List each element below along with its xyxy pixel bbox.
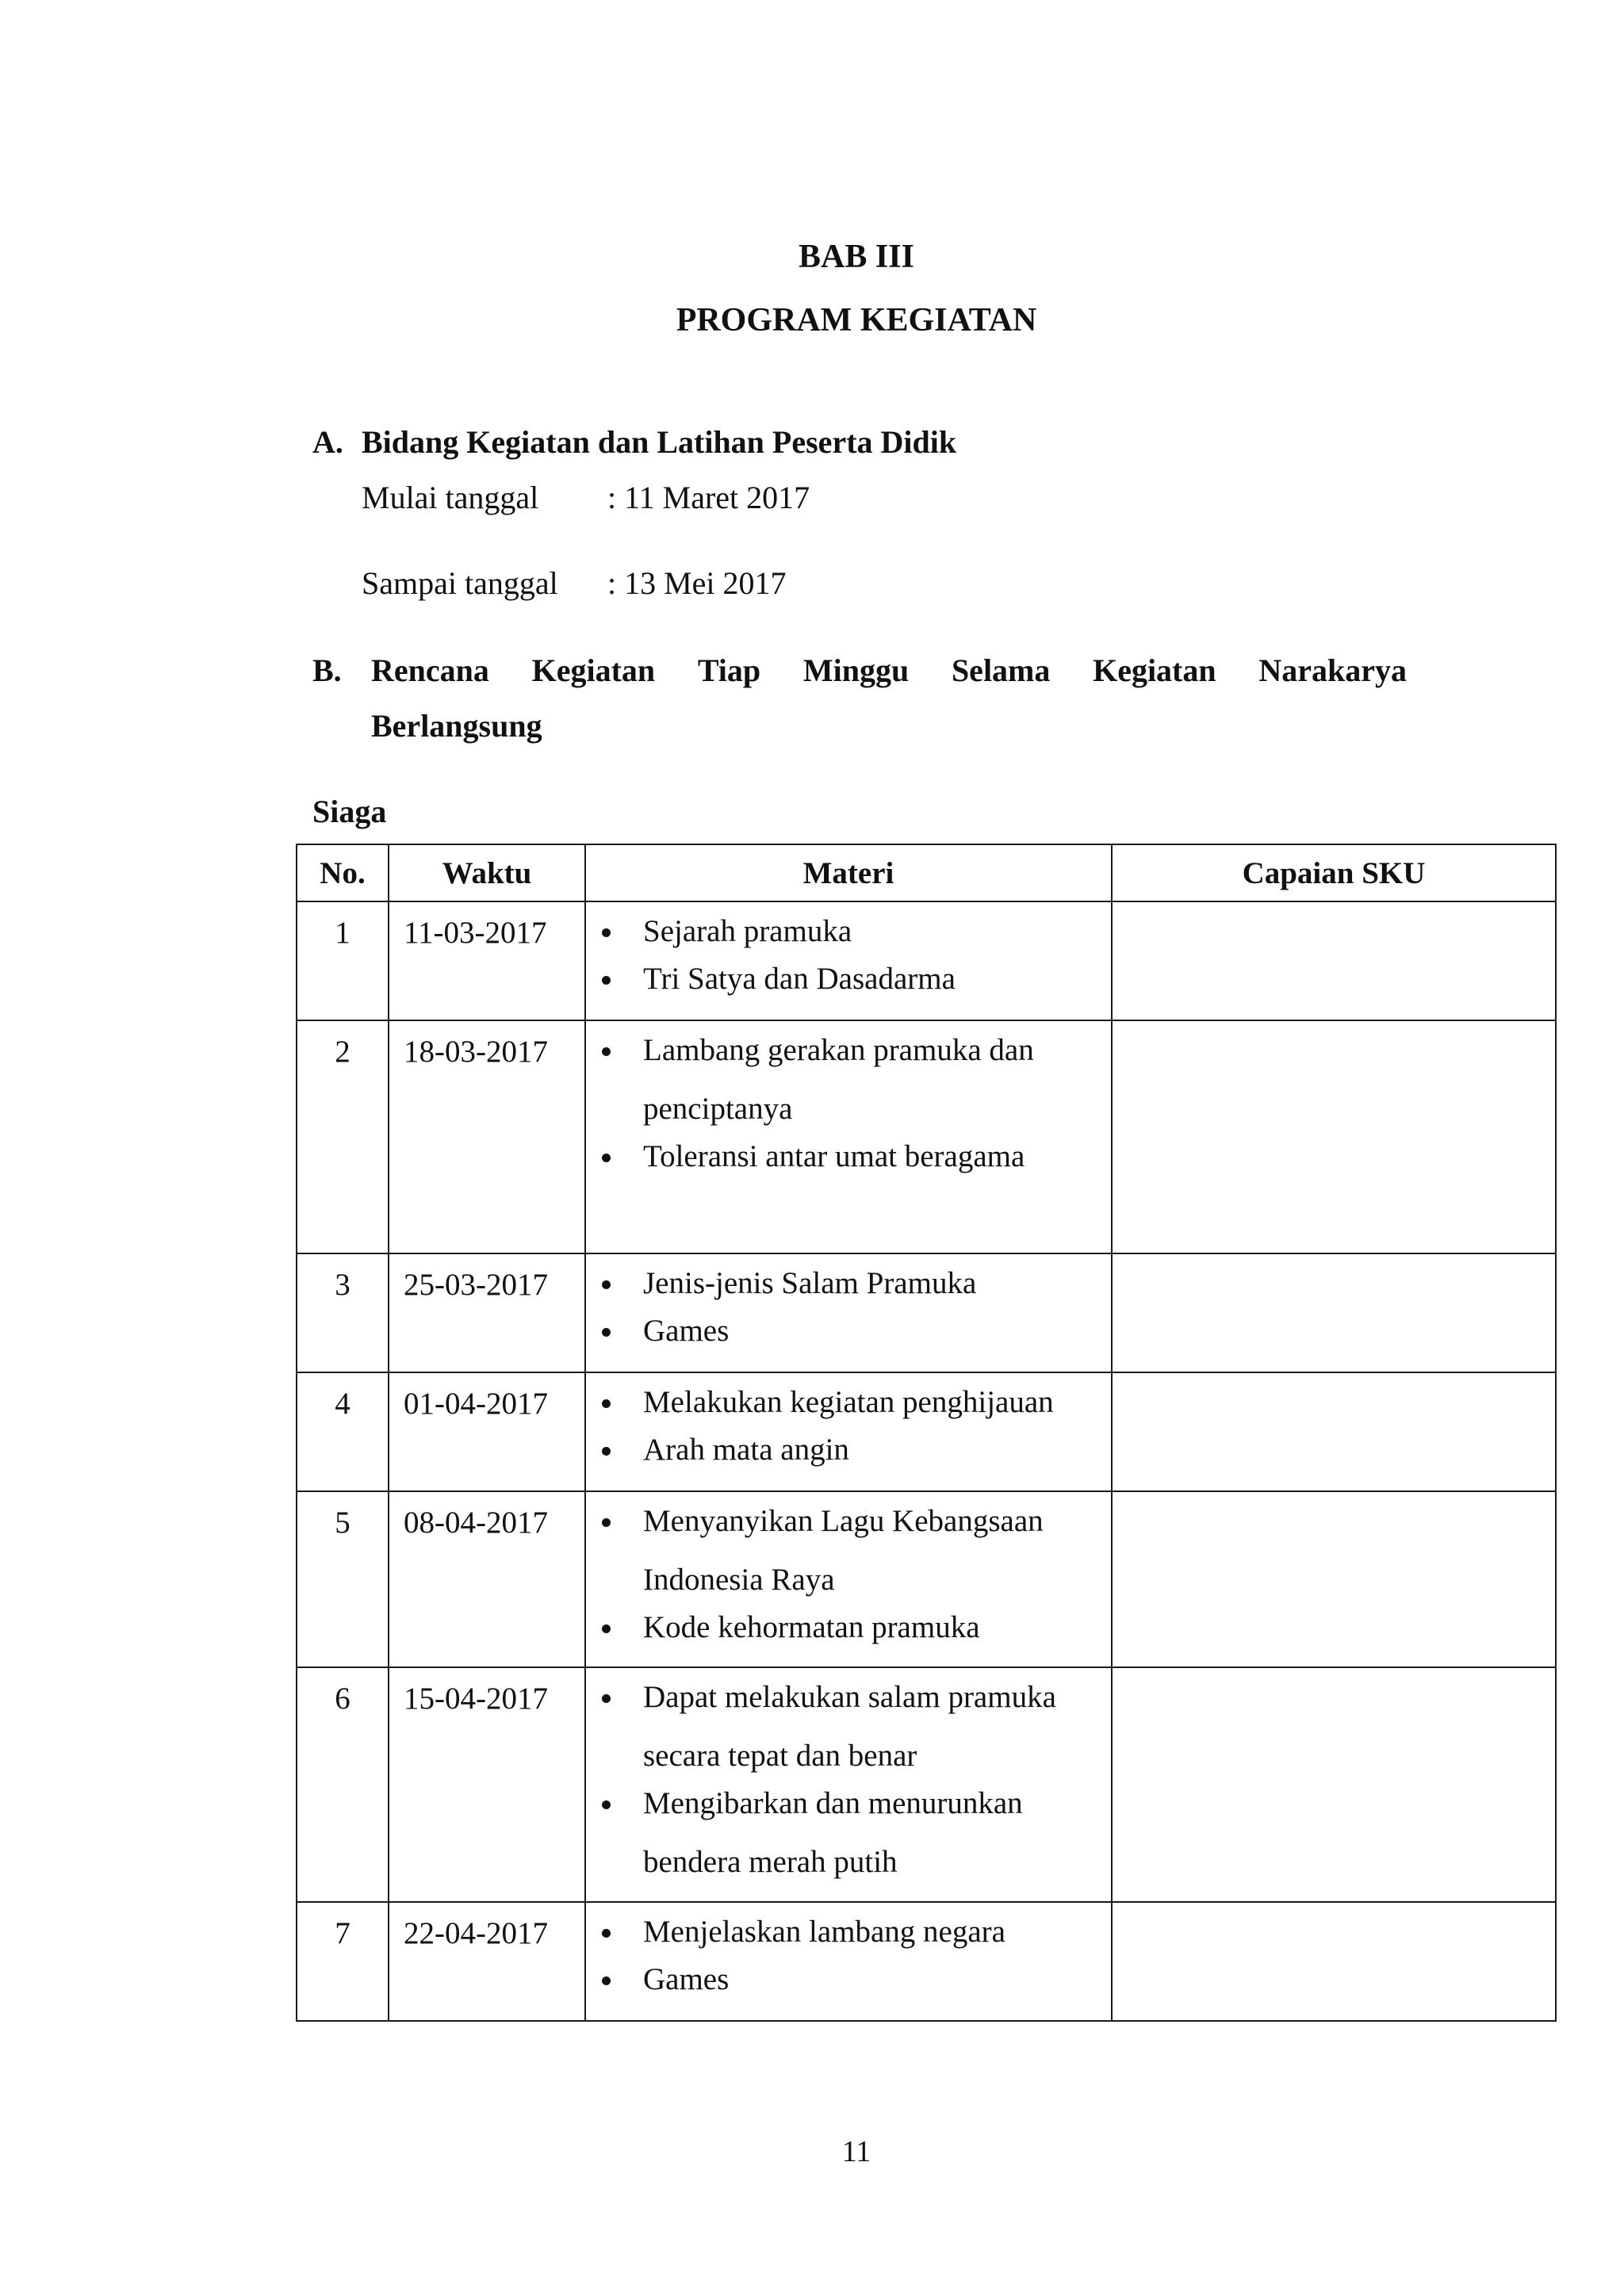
row-date: 11-03-2017	[389, 901, 585, 1020]
materi-item: Menjelaskan lambang negara	[586, 1903, 1111, 1961]
row-date: 01-04-2017	[389, 1372, 585, 1491]
chapter-title: PROGRAM KEGIATAN	[676, 302, 1037, 339]
table-row	[297, 1902, 1556, 2021]
row-materi	[585, 1902, 1112, 2021]
materi-item: Kode kehormatan pramuka	[586, 1598, 1111, 1657]
table-row	[297, 1667, 1556, 1902]
row-number: 7	[297, 1902, 389, 2021]
page-number: 11	[841, 2135, 871, 2168]
section-a-letter: A.	[312, 424, 343, 460]
row-materi	[585, 1667, 1112, 1902]
row-materi	[585, 901, 1112, 1020]
table-header-row	[297, 844, 1556, 901]
section-b-title	[371, 652, 1407, 689]
materi-item: Menyanyikan Lagu Kebangsaan Indonesia Raya	[586, 1492, 1111, 1609]
header-materi: Materi	[585, 844, 1112, 901]
materi-item: Mengibarkan dan menurunkan bendera merah putih	[586, 1774, 1111, 1892]
row-capaian-sku	[1112, 901, 1556, 1020]
row-date: 25-03-2017	[389, 1253, 585, 1372]
materi-list	[586, 1021, 1111, 1186]
row-capaian-sku	[1112, 1667, 1556, 1902]
row-number: 3	[297, 1253, 389, 1372]
row-materi	[585, 1020, 1112, 1253]
row-materi	[585, 1491, 1112, 1667]
row-number: 4	[297, 1372, 389, 1491]
section-b-title-word: Minggu	[802, 652, 910, 688]
materi-list	[586, 1254, 1111, 1360]
schedule-table	[296, 844, 1557, 2022]
row-date: 22-04-2017	[389, 1902, 585, 2021]
row-capaian-sku	[1112, 1902, 1556, 2021]
section-b-title-continued: Berlangsung	[371, 708, 542, 744]
header-capaian-sku: Capaian SKU	[1112, 844, 1556, 901]
group-label: Siaga	[312, 794, 387, 829]
row-date: 18-03-2017	[389, 1020, 585, 1253]
header-no: No.	[297, 844, 389, 901]
materi-list	[586, 1668, 1111, 1892]
section-b-title-word: Kegiatan	[531, 652, 656, 688]
row-number: 6	[297, 1667, 389, 1902]
table-row	[297, 901, 1556, 1020]
start-date-label: Mulai tanggal	[362, 480, 539, 515]
materi-item: Tri Satya dan Dasadarma	[586, 950, 1111, 1008]
materi-item: Games	[586, 1302, 1111, 1360]
row-date: 08-04-2017	[389, 1491, 585, 1667]
row-capaian-sku	[1112, 1020, 1556, 1253]
materi-item: Games	[586, 1950, 1111, 2009]
row-number: 5	[297, 1491, 389, 1667]
materi-item: Toleransi antar umat beragama	[586, 1127, 1111, 1186]
row-number: 1	[297, 901, 389, 1020]
row-materi	[585, 1253, 1112, 1372]
section-b-title-word: Rencana	[371, 652, 489, 688]
materi-item: Jenis-jenis Salam Pramuka	[586, 1254, 1111, 1313]
row-capaian-sku	[1112, 1491, 1556, 1667]
materi-list	[586, 1492, 1111, 1657]
section-b-title-word: Tiap	[697, 652, 761, 688]
row-capaian-sku	[1112, 1253, 1556, 1372]
start-date-value: : 11 Maret 2017	[607, 480, 810, 515]
table-row	[297, 1372, 1556, 1491]
section-b-title-word: Selama	[951, 652, 1051, 688]
row-number: 2	[297, 1020, 389, 1253]
materi-item: Melakukan kegiatan penghijauan	[586, 1373, 1111, 1432]
table-row	[297, 1253, 1556, 1372]
chapter-heading: BAB III	[799, 239, 914, 275]
materi-list	[586, 1373, 1111, 1479]
table-row	[297, 1020, 1556, 1253]
end-date-label: Sampai tanggal	[362, 565, 558, 601]
row-materi	[585, 1372, 1112, 1491]
section-a-title: Bidang Kegiatan dan Latihan Peserta Didik	[362, 424, 957, 460]
section-b-letter: B.	[312, 652, 342, 688]
materi-item: Dapat melakukan salam pramuka secara tepat dan benar	[586, 1668, 1111, 1785]
materi-item: Arah mata angin	[586, 1421, 1111, 1479]
end-date-value: : 13 Mei 2017	[607, 565, 787, 601]
section-b-title-word: Narakarya	[1258, 652, 1407, 688]
header-waktu: Waktu	[389, 844, 585, 901]
materi-item: Lambang gerakan pramuka dan penciptanya	[586, 1021, 1111, 1138]
section-a-heading	[312, 423, 343, 461]
materi-list	[586, 1903, 1111, 2009]
section-b-title-word: Kegiatan	[1093, 652, 1216, 688]
row-capaian-sku	[1112, 1372, 1556, 1491]
table-row	[297, 1491, 1556, 1667]
materi-item: Sejarah pramuka	[586, 902, 1111, 961]
row-date: 15-04-2017	[389, 1667, 585, 1902]
materi-list	[586, 902, 1111, 1008]
